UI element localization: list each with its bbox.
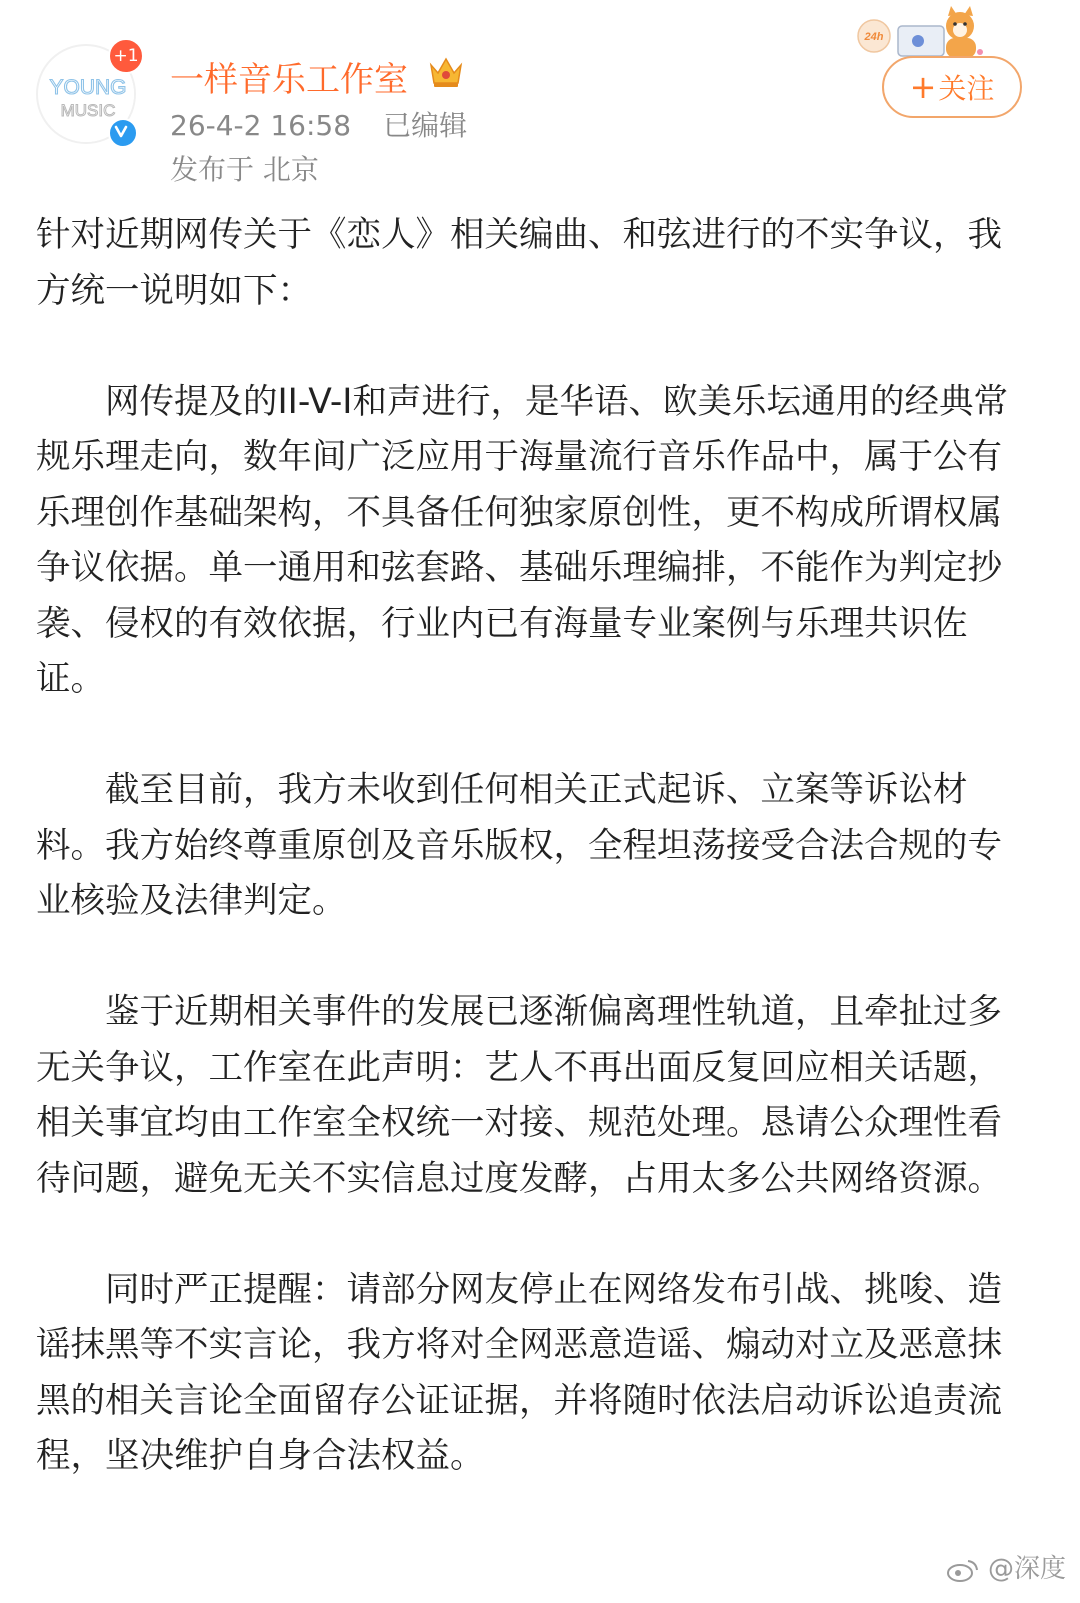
watermark-text: @深度 [987, 1554, 1066, 1584]
new-post-badge: +1 [108, 38, 144, 74]
post-header [0, 0, 1080, 200]
follow-button[interactable] [882, 56, 1022, 118]
post-location: 发布于 北京 [170, 153, 319, 186]
post-paragraph: 截至目前，我方未收到任何相关正式起诉、立案等诉讼材料。我方始终尊重原创及音乐版权，全程坦荡接受合法合规的专业核验及法律判定。 [36, 770, 1002, 921]
post-paragraph: 网传提及的II-V-I和声进行，是华语、欧美乐坛通用的经典常规乐理走向，数年间广泛应用于海量流行音乐作品中，属于公有乐理创作基础架构，不具备任何独家原创性，更不构成所谓权属争议依据。单一通用和弦套路、基础乐理编排，不能作为判定抄袭、侵权的有效依据，行业内已有海量专业案例与乐理共识佐证。 [36, 381, 1008, 699]
post-body [36, 208, 1016, 1485]
post-meta [170, 104, 467, 144]
post-timestamp: 26-4-2 16:58 [170, 109, 352, 142]
post-paragraph: 同时严正提醒：请部分网友停止在网络发布引战、挑唆、造谣抹黑等不实言论，我方将对全网恶意造谣、煽动对立及恶意抹黑的相关言论全面留存公证证据，并将随时依法启动诉讼追责流程，坚决维护自身合法权益。 [36, 1269, 1002, 1476]
post-paragraph: 鉴于近期相关事件的发展已逐渐偏离理性轨道，且牵扯过多无关争议，工作室在此声明：艺人不再出面反复回应相关话题，相关事宜均由工作室全权统一对接、规范处理。恳请公众理性看待问题，避免无关不实信息过度发酵，占用太多公共网络资源。 [36, 992, 1002, 1199]
post-paragraph: 针对近期网传关于《恋人》相关编曲、和弦进行的不实争议，我方统一说明如下： [36, 215, 1002, 311]
crown-icon [428, 55, 464, 89]
verified-icon [108, 118, 138, 148]
username[interactable]: 一样音乐工作室 [170, 60, 408, 100]
follow-label: 关注 [938, 72, 995, 105]
watermark [946, 1548, 1066, 1585]
svg-text:YOUNG: YOUNG [49, 76, 127, 99]
edited-label[interactable]: 已编辑 [383, 109, 468, 142]
weibo-logo-icon [946, 1557, 980, 1583]
svg-text:24h: 24h [864, 31, 884, 43]
svg-text:MUSIC: MUSIC [60, 101, 116, 120]
plus-icon: + [909, 68, 937, 106]
